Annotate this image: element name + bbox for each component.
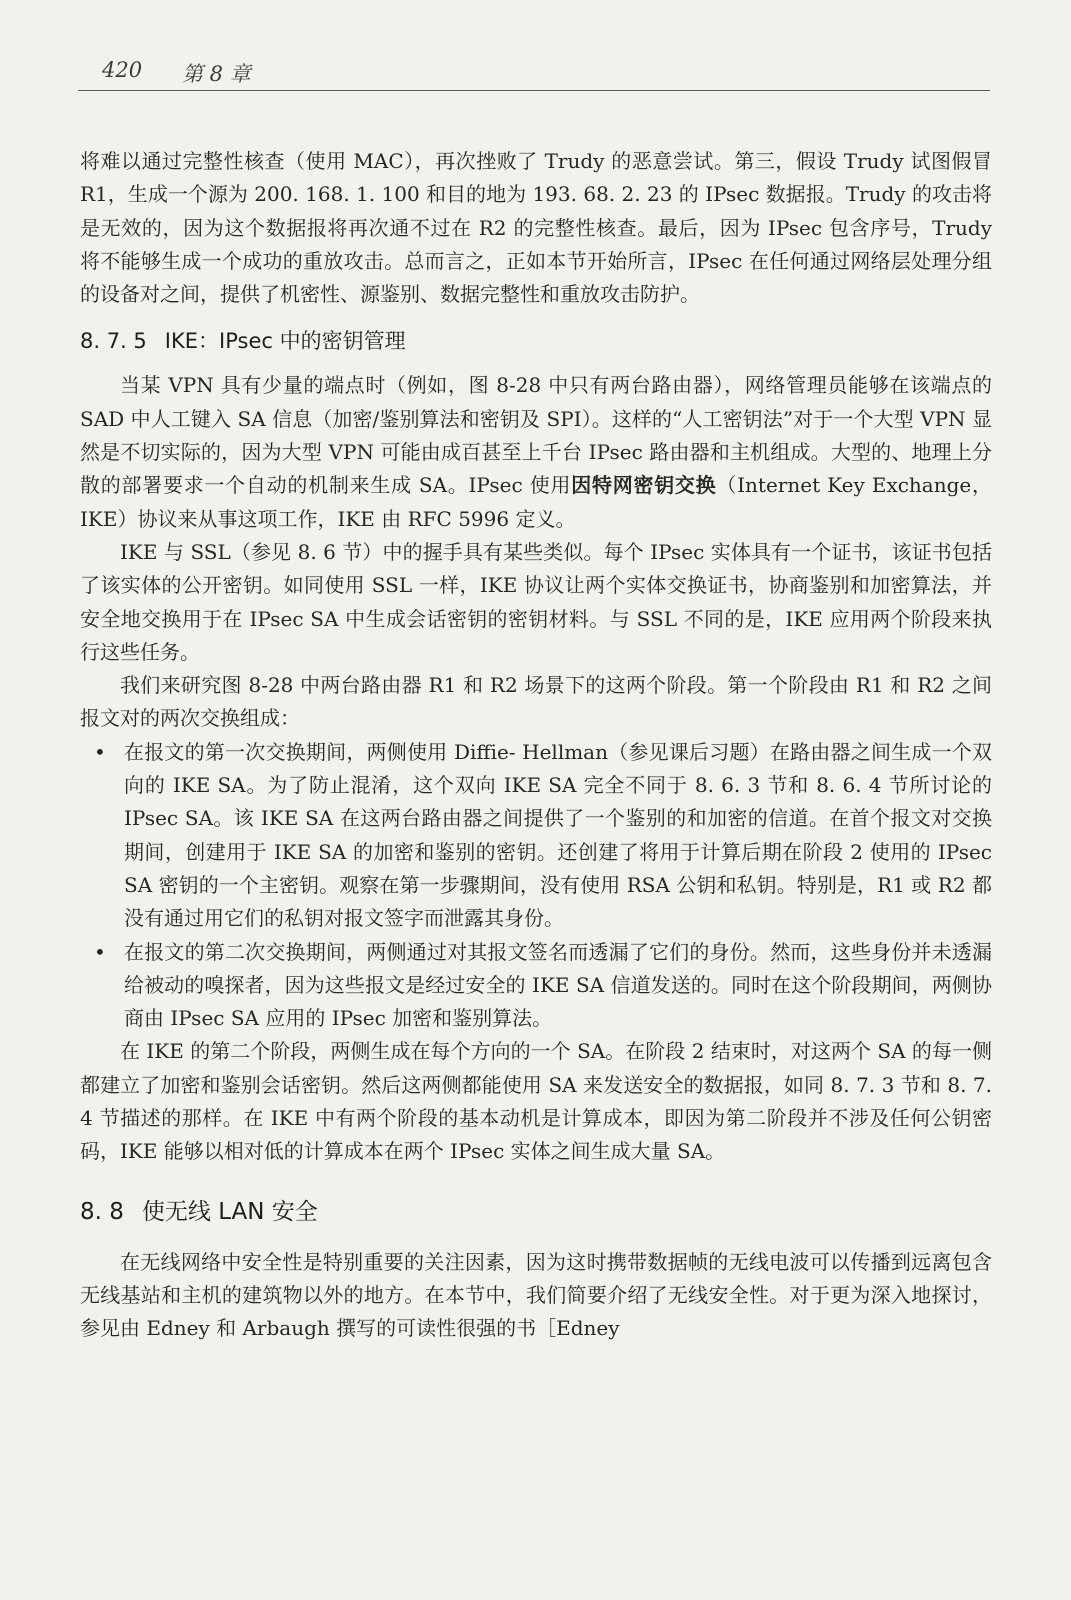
bullet-list (80, 736, 992, 1036)
paragraph: 我们来研究图 8-28 中两台路由器 R1 和 R2 场景下的这两个阶段。第一个阶段由 R1 和 R2 之间报文对的两次交换组成： (80, 673, 992, 731)
section-number: 8. 8 (80, 1198, 124, 1225)
list-item: • 在报文的第一次交换期间，两侧使用 Diffie- Hellman（参见课后习题）在路由器之间生成一个双向的 IKE SA。为了防止混淆，这个双向 IKE SA 完全不同于 8. 6. 3 节和 8. 6. 4 节所讨论的 IPsec SA。该 IKE SA 在这两台路由器之间提供了一个鉴别的和加密的信道。在首个报文对交换期间，创建用于 IKE SA 的加密和鉴别的密钥。还创建了将用于计算后期在阶段 2 使用的 IPsec SA 密钥的一个主密钥。观察在第一步骤期间，没有使用 RSA 公钥和私钥。特别是，R1 或 R2 都没有通过用它们的私钥对报文签字而泄露其身份。 (124, 736, 992, 936)
section-heading-8-7-5 (80, 325, 992, 355)
paragraph-continued: 将难以通过完整性核查（使用 MAC），再次挫败了 Trudy 的恶意尝试。第三，假设 Trudy 试图假冒 R1，生成一个源为 200. 168. 1. 100 和目的地为 193. 68. 2. 23 的 IPsec 数据报。Trudy 的攻击将是无效的，因为这个数据报将再次通不过在 R2 的完整性核查。最后，因为 IPsec 包含序号，Trudy 将不能够生成一个成功的重放攻击。总而言之，正如本节开始所言，IPsec 在任何通过网络层处理分组的设备对之间，提供了机密性、源鉴别、数据完整性和重放攻击防护。 (80, 149, 992, 307)
paragraph (80, 369, 992, 535)
section-heading-8-8 (80, 1193, 992, 1226)
paragraph: IKE 与 SSL（参见 8. 6 节）中的握手具有某些类似。每个 IPsec 实体具有一个证书，该证书包括了该实体的公开密钥。如同使用 SSL 一样，IKE 协议让两个实体交换证书，协商鉴别和加密算法，并安全地交换用于在 IPsec SA 中生成会话密钥的密钥材料。与 SSL 不同的是，IKE 应用两个阶段来执行这些任务。 (80, 539, 992, 664)
paragraph-text: （Internet Key Exchange，IKE）协议来从事这项工作，IKE 由 RFC 5996 定义。 (80, 473, 992, 531)
list-item: • 在报文的第二次交换期间，两侧通过对其报文签名而透漏了它们的身份。然而，这些身份并未透漏给被动的嗅探者，因为这些报文是经过安全的 IKE SA 信道发送的。同时在这个阶段期间，两侧协商由 IPsec SA 应用的 IPsec 加密和鉴别算法。 (124, 936, 992, 1036)
section-title: 使无线 LAN 安全 (141, 1198, 318, 1225)
page-header (78, 52, 990, 91)
page-body (80, 145, 992, 1346)
section-number: 8. 7. 5 (80, 329, 147, 354)
paragraph-text: 当某 VPN 具有少量的端点时（例如，图 8-28 中只有两台路由器），网络管理员能够在该端点的 SAD 中人工键入 SA 信息（加密/鉴别算法和密钥及 SPI）。这样的“人工密钥法”对于一个大型 VPN 显然是不切实际的，因为大型 VPN 可能由成百甚至上千台 IPsec 路由器和主机组成。大型的、地理上分散的部署要求一个自动的机制来生成 SA。IPsec 使用 (80, 373, 992, 498)
bold-term: 因特网密钥交换 (571, 473, 717, 498)
section-title: IKE：IPsec 中的密钥管理 (164, 329, 406, 354)
paragraph: 在无线网络中安全性是特别重要的关注因素，因为这时携带数据帧的无线电波可以传播到远离包含无线基站和主机的建筑物以外的地方。在本节中，我们简要介绍了无线安全性。对于更为深入地探讨，参见由 Edney 和 Arbaugh 撰写的可读性很强的书［Edney (80, 1249, 992, 1341)
chapter-label: 第 8 章 (182, 62, 251, 86)
paragraph: 在 IKE 的第二个阶段，两侧生成在每个方向的一个 SA。在阶段 2 结束时，对这两个 SA 的每一侧都建立了加密和鉴别会话密钥。然后这两侧都能使用 SA 来发送安全的数据报，如同 8. 7. 3 节和 8. 7. 4 节描述的那样。在 IKE 中有两个阶段的基本动机是计算成本，即因为第二阶段并不涉及任何公钥密码，IKE 能够以相对低的计算成本在两个 IPsec 实体之间生成大量 SA。 (80, 1039, 992, 1164)
page-number: 420 (102, 58, 143, 82)
